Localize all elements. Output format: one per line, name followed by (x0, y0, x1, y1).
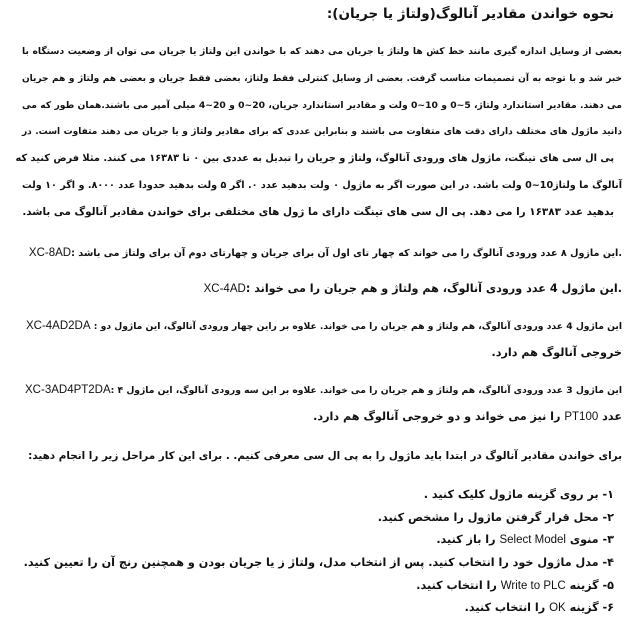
intro-line: خبر شد و با توجه به آن تصمیمات مناسب گرفت. بعضی از وسایل کنترلی فقط ولتاژ، بعضی فقط جریان و بعضی هم ولتاژ و هم جریان (22, 74, 622, 84)
step-text: ۳- منوی (565, 533, 614, 546)
module-description-cont: خروجی آنالوگ هم دارد. (491, 346, 622, 359)
pt100-label: PT100 (564, 411, 599, 423)
steps-intro: برای خواندن مقادیر آنالوگ در ابتدا باید ماژول را به پی ال سی معرفی کنیم. . برای این کار مراحل زیر را انجام دهید: (28, 450, 622, 462)
step-item (424, 487, 614, 503)
step-item (436, 532, 614, 548)
text: عدد (598, 410, 622, 423)
intro-line: پی ال سی های تینگت، ماژول های ورودی آنالوگ، ولتاژ و جریان را تبدیل به عددی بین ۰ تا ۱۶۳۸۳ می کنند. مثلا فرض کنید که (15, 153, 614, 164)
page-title: نحوه خواندن مقادیر آنالوگ(ولتاژ یا جریان): (326, 6, 614, 22)
step-item (24, 555, 614, 571)
step-text: را انتخاب کنید. (464, 601, 550, 614)
module-code: XC-8AD (28, 247, 72, 259)
step-text: را انتخاب کنید. (416, 579, 501, 592)
intro-line: بدهید عدد ۱۶۳۸۳ را می دهد. پی ال سی های تینگت دارای ما ژول های مختلفی برای خواندن مقادیر آنالوگ می باشد. (22, 206, 614, 218)
step-text: ۵- گزینه (565, 579, 614, 592)
module-xc-3ad4pt2da (25, 382, 622, 399)
intro-line: دانید ماژول های مختلف دارای دقت های متفاوت می باشند و بنابراین عددی که برای مقادیر ولتاژ و یا جریان می دهند متفاوت است. در (22, 127, 622, 137)
intro-line: بعضی از وسایل اندازه گیری مانند خط کش ها ولتاژ یا جریان می دهند که با خواندن این ولتاژ یا جریان می توان از وضعیت دستگاه با (22, 46, 622, 57)
option-name: OK (549, 602, 566, 614)
module-code: XC-4AD2DA (25, 320, 91, 332)
step-item (416, 578, 614, 594)
module-xc-4ad2da (26, 318, 622, 335)
module-xc-4ad (204, 281, 622, 297)
step-text: ۴- مدل ماژول خود را انتخاب کنید. پس از انتخاب مدل، ولتاژ ز یا جریان بودن و همچنین رنج آن را تعیین کنید. (23, 556, 614, 569)
module-description: : این ماژول 3 عدد ورودی آنالوگ، هم ولتاژ و هم جریان را می خواند. علاوه بر این سه ورودی آنالوگ، این ماژول ۴ (110, 385, 622, 396)
module-code: XC-4AD (203, 283, 246, 295)
module-code: XC-3AD4PT2DA (25, 384, 111, 396)
menu-name: Select Model (499, 534, 566, 546)
step-item (378, 510, 614, 526)
module-description: : این ماژول ۸ عدد ورودی آنالوگ را می خواند که چهار تای اول آن برای جریان و چهارتای دوم آن برای ولتاژ می باشد. (71, 248, 622, 259)
module-xc-8ad (29, 245, 622, 262)
step-text: را باز کنید. (436, 533, 500, 546)
module-description: : این ماژول 4 عدد ورودی آنالوگ، هم ولتاژ و هم جریان را می خواند. علاوه بر راین چهار ورودی آنالوگ، این ماژول دو (90, 321, 622, 332)
step-text: ۲- محل قرار گرفتن ماژول را مشخص کنید. (377, 511, 614, 524)
intro-line: می دهند. مقادیر استاندارد ولتاژ، 5~0 و 10~0 ولت و مقادیر استاندارد جریان، 20~0 و 20~4 میلی آمپر می باشند.همان طور که می (22, 100, 622, 111)
text: را نیز می خواند و دو خروجی آنالوگ هم دارد. (313, 410, 561, 423)
step-item (465, 600, 614, 616)
module-description: : این ماژول 4 عدد ورودی آنالوگ، هم ولتاژ و هم جریان را می خواند. (245, 282, 622, 295)
step-text: ۱- بر روی گزینه ماژول کلیک کنید . (423, 488, 614, 501)
step-text: ۶- گزینه (565, 601, 614, 614)
module-description-cont (313, 409, 622, 425)
option-name: Write to PLC (500, 580, 566, 592)
intro-line: آنالوگ ما ولتاژ10~0 ولت باشد. در این صورت اگر به ماژول ۰ ولت بدهید عدد ۰. اگر ۵ ولت بدهید حدودا عدد ۸۰۰۰. و اگر ۱۰ ولت (22, 180, 623, 191)
